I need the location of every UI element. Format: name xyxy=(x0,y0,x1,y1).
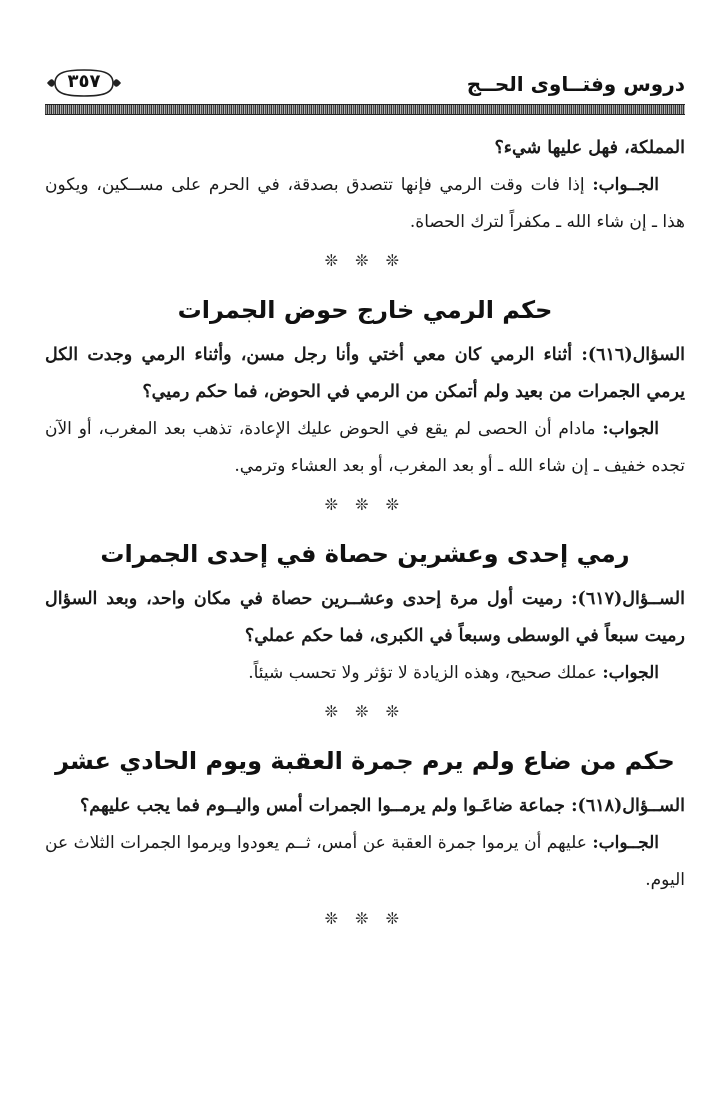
answer-paragraph xyxy=(45,655,685,692)
question-text: رميت أول مرة إحدى وعشــرين حصاة في مكان واحد، وبعد السؤال رميت سبعاً في الوسطى وسبعاً في الكبرى، فما حكم عملي؟ xyxy=(45,589,685,646)
question-continuation: المملكة، فهل عليها شيء؟ xyxy=(494,138,685,158)
question-text: أثناء الرمي كان معي أختي وأنا رجل مسن، وأثناء الرمي وجدت الكل يرمي الجمرات من بعيد ولم أتمكن من الرمي في الحوض، فما حكم رميي؟ xyxy=(45,345,685,402)
question-paragraph xyxy=(45,788,685,825)
section-separator: ❊ ❊ ❊ xyxy=(324,702,406,721)
section-heading: حكم الرمي خارج حوض الجمرات xyxy=(177,296,553,324)
page-header xyxy=(45,64,685,114)
section-separator: ❊ ❊ ❊ xyxy=(324,909,406,928)
answer-paragraph xyxy=(45,411,685,485)
question-label: السؤال(٦١٦): xyxy=(581,345,686,365)
section-heading: رمي إحدى وعشرين حصاة في إحدى الجمرات xyxy=(100,540,630,568)
question-text: جماعة ضاعَـوا ولم يرمــوا الجمرات أمس واليــوم فما يجب عليهم؟ xyxy=(80,796,565,816)
answer-label: الجواب: xyxy=(602,419,659,439)
page-number: ٣٥٧ xyxy=(67,71,101,92)
question-paragraph xyxy=(45,337,685,411)
section-heading: حكم من ضاع ولم يرم جمرة العقبة ويوم الحادي عشر xyxy=(55,747,675,775)
section-separator: ❊ ❊ ❊ xyxy=(324,251,406,270)
question-label: الســؤال(٦١٧): xyxy=(571,589,685,609)
question-label: الســؤال(٦١٨): xyxy=(571,796,685,816)
book-title: دروس وفتــاوى الحــج xyxy=(466,72,685,96)
answer-paragraph xyxy=(45,167,685,241)
section-separator: ❊ ❊ ❊ xyxy=(324,495,406,514)
answer-text: إذا فات وقت الرمي فإنها تتصدق بصدقة، في الحرم على مســكين، ويكون هذا ـ إن شاء الله ـ مكفراً لترك الحصاة. xyxy=(45,175,685,232)
question-paragraph xyxy=(45,581,685,655)
answer-text: عملك صحيح، وهذه الزيادة لا تؤثر ولا تحسب شيئاً. xyxy=(248,663,597,683)
header-divider xyxy=(45,104,685,115)
answer-text: عليهم أن يرموا جمرة العقبة عن أمس، ثــم يعودوا ويرموا الجمرات الثلاث عن اليوم. xyxy=(45,833,685,890)
answer-label: الجواب: xyxy=(602,663,659,683)
answer-paragraph xyxy=(45,825,685,899)
main-content xyxy=(45,130,685,939)
answer-label: الجــواب: xyxy=(592,833,659,853)
answer-text: مادام أن الحصى لم يقع في الحوض عليك الإعادة، تذهب بعد المغرب، أو الآن تجده خفيف ـ إن شاء الله ـ أو بعد المغرب، أو بعد العشاء وترمي. xyxy=(45,419,685,476)
answer-label: الجــواب: xyxy=(592,175,659,195)
page-number-badge xyxy=(45,68,123,98)
